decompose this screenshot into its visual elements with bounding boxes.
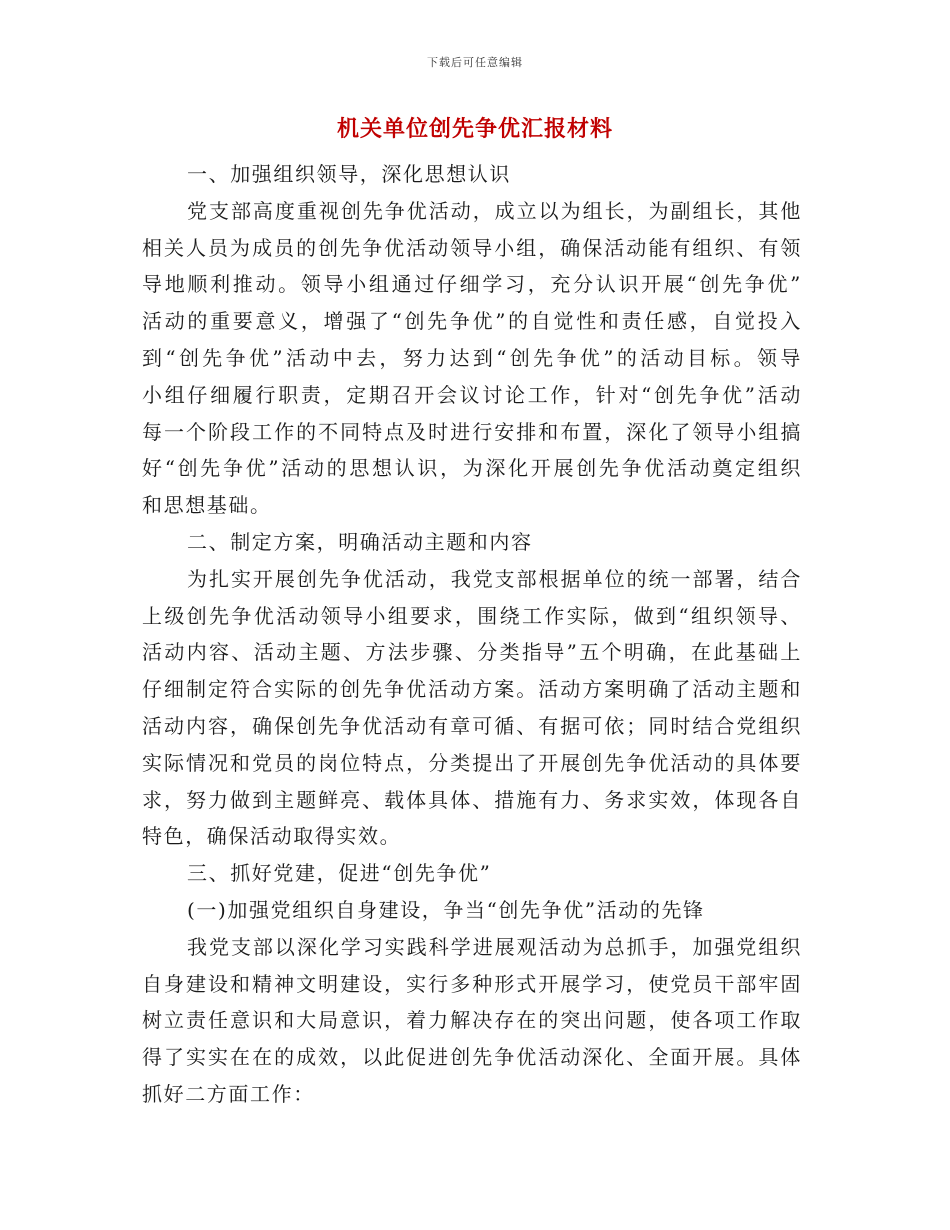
document-body xyxy=(142,156,802,1113)
paragraph-line: 树立责任意识和大局意识，着力解决存在的突出问题，使各项工作取 xyxy=(142,1008,802,1033)
paragraph-line: 活动的重要意义，增强了“创先争优”的自觉性和责任感，自觉投入 xyxy=(142,309,802,334)
paragraph-line: 我党支部以深化学习实践科学进展观活动为总抓手，加强党组织 xyxy=(187,934,802,959)
paragraph-line: 抓好二方面工作： xyxy=(142,1081,315,1106)
paragraph-line: 求，努力做到主题鲜亮、载体具体、措施有力、务求实效，体现各自 xyxy=(142,787,802,812)
subsection-heading: (一)加强党组织自身建设，争当“创先争优”活动的先锋 xyxy=(187,897,705,922)
section-heading: 二、制定方案，明确活动主题和内容 xyxy=(187,529,533,554)
section-heading: 一、加强组织领导，深化思想认识 xyxy=(187,162,511,186)
paragraph-line: 自身建设和精神文明建设，实行多种形式开展学习，使党员干部牢固 xyxy=(142,971,802,996)
paragraph-line: 上级创先争优活动领导小组要求，围绕工作实际，做到“组织领导、 xyxy=(142,603,802,628)
paragraph-line: 实际情况和党员的岗位特点，分类提出了开展创先争优活动的具体要 xyxy=(142,750,802,775)
paragraph-line: 活动内容，确保创先争优活动有章可循、有据可依；同时结合党组织 xyxy=(142,713,802,738)
paragraph-line: 导地顺利推动。领导小组通过仔细学习，充分认识开展“创先争优” xyxy=(142,272,802,297)
paragraph-line: 好“创先争优”活动的思想认识，为深化开展创先争优活动奠定组织 xyxy=(142,456,802,481)
paragraph-line: 特色，确保活动取得实效。 xyxy=(142,824,402,849)
paragraph-line: 和思想基础。 xyxy=(142,493,272,518)
paragraph-line: 得了实实在在的成效，以此促进创先争优活动深化、全面开展。具体 xyxy=(142,1045,802,1070)
paragraph-line: 活动内容、活动主题、方法步骤、分类指导”五个明确，在此基础上 xyxy=(142,640,802,665)
paragraph-line: 仔细制定符合实际的创先争优活动方案。活动方案明确了活动主题和 xyxy=(142,677,802,702)
paragraph-line: 小组仔细履行职责，定期召开会议讨论工作，针对“创先争优”活动 xyxy=(142,382,802,407)
document-title: 机关单位创先争优汇报材料 xyxy=(336,117,613,142)
paragraph-line: 每一个阶段工作的不同特点及时进行安排和布置，深化了领导小组搞 xyxy=(142,419,802,444)
paragraph-line: 党支部高度重视创先争优活动，成立以为组长，为副组长，其他 xyxy=(187,198,802,223)
paragraph-line: 相关人员为成员的创先争优活动领导小组，确保活动能有组织、有领 xyxy=(142,235,802,260)
section-heading: 三、抓好党建，促进“创先争优” xyxy=(187,861,492,886)
header-note: 下载后可任意编辑 xyxy=(427,56,523,69)
paragraph-line: 为扎实开展创先争优活动，我党支部根据单位的统一部署，结合 xyxy=(187,566,802,591)
paragraph-line: 到“创先争优”活动中去，努力达到“创先争优”的活动目标。领导 xyxy=(142,345,802,370)
